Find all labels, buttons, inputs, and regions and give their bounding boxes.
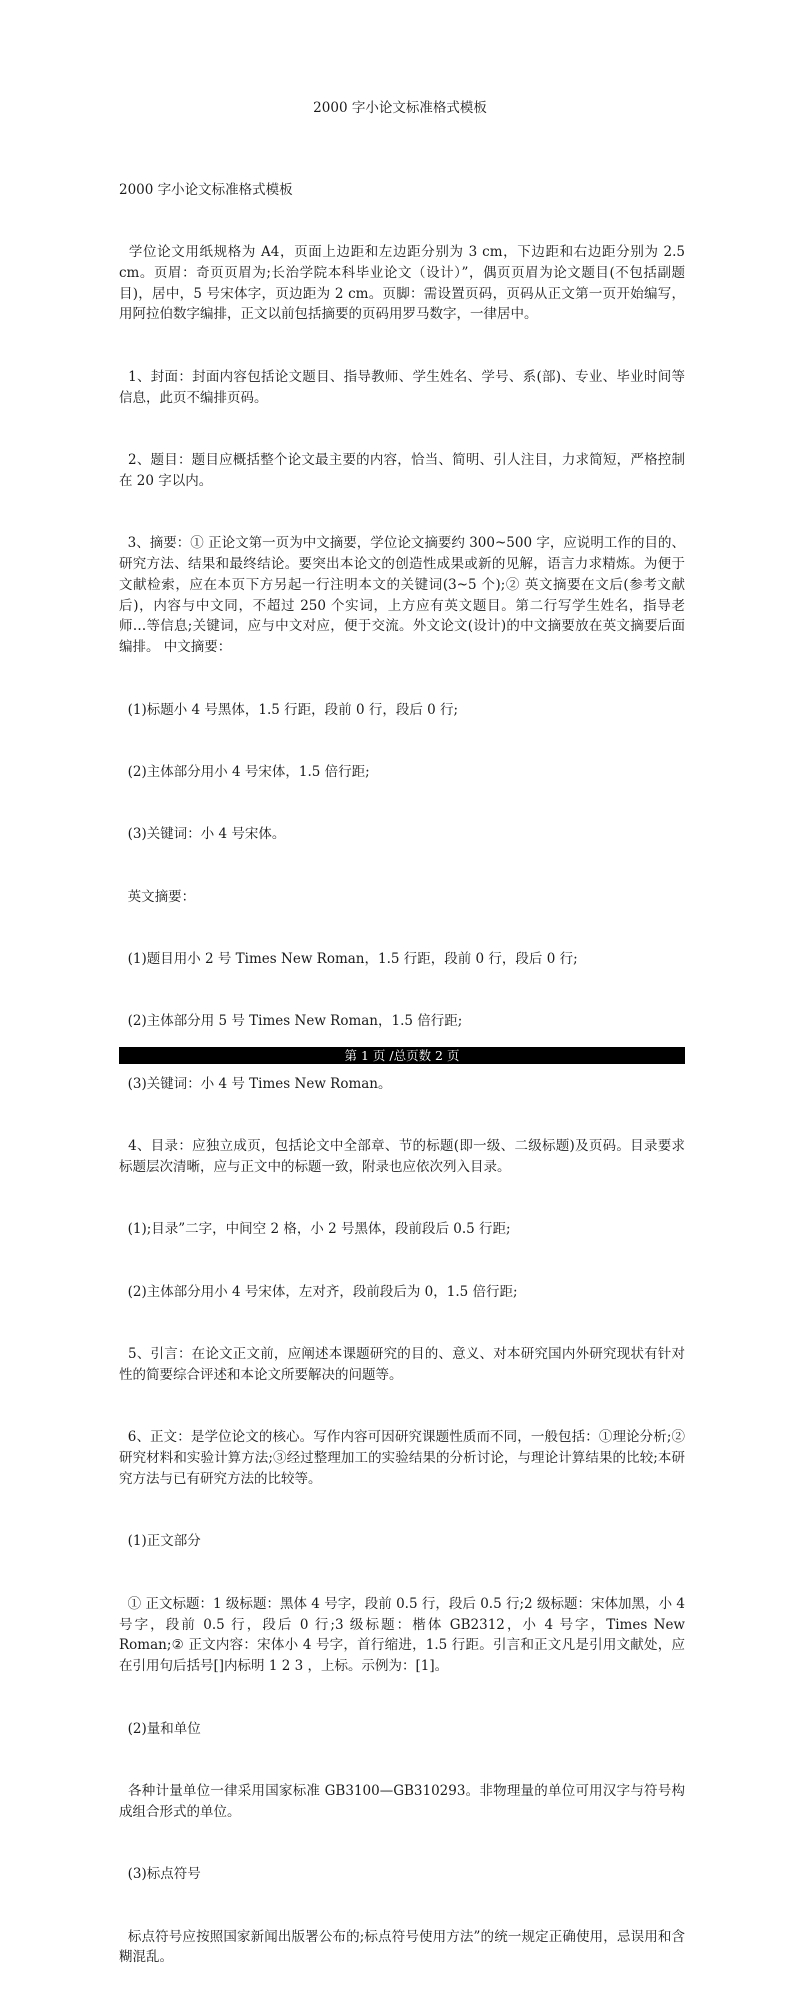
paragraph-toc: 4、目录：应独立成页，包括论文中全部章、节的标题(即一级、二级标题)及页码。目录要求标题层次清晰，应与正文中的标题一致，附录也应依次列入目录。 bbox=[119, 1138, 685, 1176]
subheading-units: (2)量和单位 bbox=[119, 1720, 201, 1737]
paragraph-cover: 1、封面：封面内容包括论文题目、指导教师、学生姓名、学号、系(部)、专业、毕业时间等信息，此页不编排页码。 bbox=[119, 368, 685, 406]
list-item: (1)标题小 4 号黑体，1.5 行距，段前 0 行，段后 0 行; bbox=[119, 701, 459, 718]
document-body bbox=[119, 138, 690, 2010]
list-item: (3)关键词：小 4 号 Times New Roman。 bbox=[119, 1075, 392, 1092]
list-item: (1);目录”二字，中间空 2 格，小 2 号黑体，段前段后 0.5 行距; bbox=[119, 1221, 511, 1238]
paragraph-main-text: 6、正文：是学位论文的核心。写作内容可因研究课题性质而不同，一般包括：①理论分析;②研究材料和实验计算方法;③经过整理加工的实验结果的分析讨论，与理论计算结果的比较;本研究方法与已有研究方法的比较等。 bbox=[119, 1429, 685, 1487]
document-title: 2000 字小论文标准格式模板 bbox=[313, 100, 487, 116]
subheading-main-text-part: (1)正文部分 bbox=[119, 1533, 201, 1550]
page-number-label: 第 1 页 /总页数 2 页 bbox=[344, 1048, 460, 1063]
paragraph-introduction: 5、引言：在论文正文前，应阐述本课题研究的目的、意义、对本研究国内外研究现状有针对性的简要综合评述和本论文所要解决的问题等。 bbox=[119, 1346, 685, 1384]
paragraph-units: 各种计量单位一律采用国家标准 GB3100—GB310293。非物理量的单位可用汉字与符号构成组合形式的单位。 bbox=[119, 1782, 685, 1820]
list-item: (2)主体部分用 5 号 Times New Roman，1.5 倍行距; bbox=[119, 1013, 463, 1030]
paragraph-paper-spec: 学位论文用纸规格为 A4，页面上边距和左边距分别为 3 cm，下边距和右边距分别为 2.5 cm。页眉：奇页页眉为;长治学院本科毕业论文（设计）”，偶页页眉为论文题目(不包括副题目)，居中，5 号宋体字，页边距为 2 cm。页脚：需设置页码，页码从正文第一页开始编写，用阿拉伯数字编排，正文以前包括摘要的页码用罗马数字，一律居中。 bbox=[119, 243, 690, 323]
subheading-english-abstract: 英文摘要： bbox=[119, 888, 196, 905]
body-heading: 2000 字小论文标准格式模板 bbox=[119, 181, 293, 198]
page-footer-bar bbox=[119, 1047, 685, 1064]
paragraph-heading-rules: ① 正文标题：1 级标题：黑体 4 号字，段前 0.5 行，段后 0.5 行;2 级标题：宋体加黑，小 4 号字，段前 0.5 行，段后 0 行;3 级标题：楷体 GB2312，小 4 号字，Times New Roman;② 正文内容：宋体小 4 号字，首行缩进，1.5 行距。引言和正文凡是引用文献处，应在引用句后括号[]内标明 1 2 3 ，上标。示例为：[1]。 bbox=[119, 1595, 690, 1675]
paragraph-abstract: 3、摘要：① 正论文第一页为中文摘要，学位论文摘要约 300~500 字，应说明工作的目的、研究方法、结果和最终结论。要突出本论文的创造性成果或新的见解，语言力求精炼。为便于文献检索，应在本页下方另起一行注明本文的关键词(3~5 个);② 英文摘要在文后(参考文献后)，内容与中文同，不超过 250 个实词，上方应有英文题目。第二行写学生姓名，指导老师…等信息;关键词，应与中文对应，便于交流。外文论文(设计)的中文摘要放在英文摘要后面编排。 中文摘要： bbox=[119, 535, 685, 656]
list-item: (2)主体部分用小 4 号宋体，1.5 倍行距; bbox=[119, 763, 370, 780]
list-item: (2)主体部分用小 4 号宋体，左对齐，段前段后为 0，1.5 倍行距; bbox=[119, 1283, 518, 1300]
subheading-punctuation: (3)标点符号 bbox=[119, 1866, 201, 1883]
paragraph-title-rule: 2、题目：题目应概括整个论文最主要的内容，恰当、简明、引人注目，力求简短，严格控制在 20 字以内。 bbox=[119, 451, 685, 489]
list-item: (3)关键词：小 4 号宋体。 bbox=[119, 826, 286, 843]
paragraph-punctuation: 标点符号应按照国家新闻出版署公布的;标点符号使用方法”的统一规定正确使用，忌误用和含糊混乱。 bbox=[119, 1928, 685, 1966]
list-item: (1)题目用小 2 号 Times New Roman，1.5 行距，段前 0 行，段后 0 行; bbox=[119, 951, 578, 968]
